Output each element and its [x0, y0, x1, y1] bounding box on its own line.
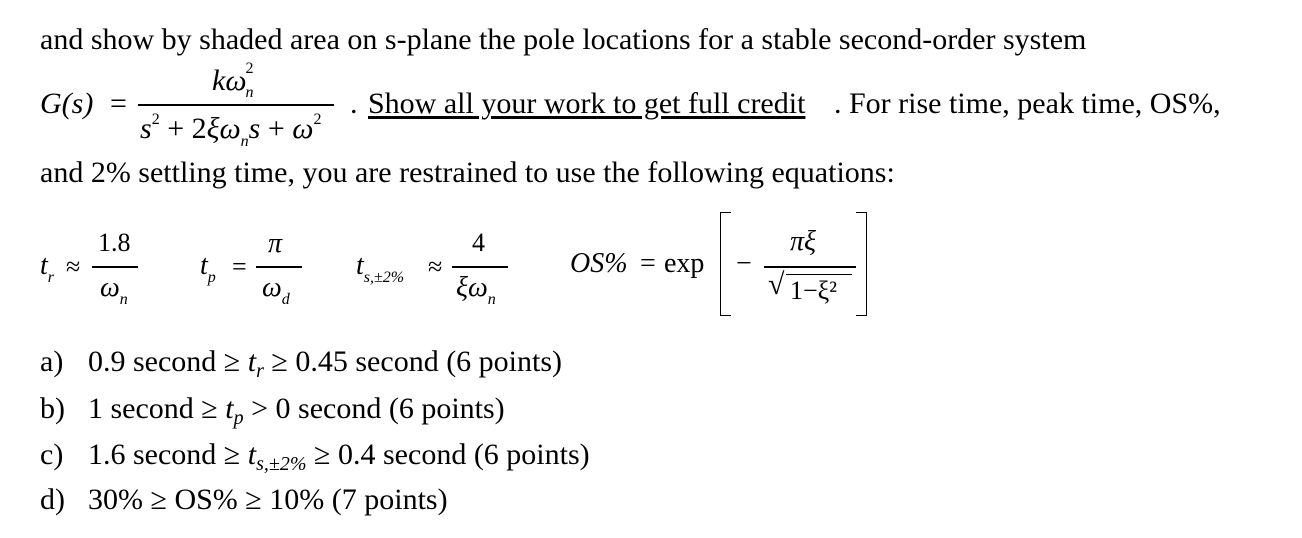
eq-peak-time-num: π: [268, 228, 283, 259]
show-work-note: Show all your work to get full credit: [368, 87, 806, 120]
eq-settling-time-op: ≈: [428, 252, 443, 281]
eq-overshoot-fn: exp: [664, 248, 705, 279]
eq-overshoot-num: πξ: [790, 226, 817, 257]
list-item: d) 30% ≥ OS% ≥ 10% (7 points): [40, 483, 448, 516]
eq-peak-time-den: $\omega_d$: [262, 272, 290, 308]
eq-peak-time-op: =: [232, 252, 247, 281]
transfer-period: .: [350, 87, 358, 120]
eq-rise-time-lhs: $t_r$: [40, 250, 55, 286]
eq-rise-time-den: $\omega_n$: [100, 272, 128, 308]
eq-peak-time-lhs: $t_p$: [200, 250, 216, 286]
intro-line-2-rest: . For rise time, peak time, OS%,: [834, 87, 1221, 120]
eq-settling-time-den: $\xi\omega_n$: [456, 272, 496, 308]
eq-overshoot-left-bracket: [720, 212, 731, 316]
eq-settling-time-num: 4: [472, 228, 485, 257]
list-item: b) 1 second ≥ $t_p > 0$ second (6 points): [40, 392, 505, 429]
transfer-numerator: kω 2 n: [212, 60, 254, 101]
eq-overshoot-op: =: [640, 248, 656, 279]
transfer-denominator: $s^2 + 2\xi\omega_ns + \omega^2$: [140, 111, 322, 150]
eq-overshoot-minus: −: [736, 248, 752, 279]
eq-overshoot-right-bracket: [856, 212, 867, 316]
list-item: a) 0.9 second ≥ $t_r \ge 0.45$ second (6 points): [40, 345, 563, 382]
eq-overshoot-sqrt-overline: [786, 274, 852, 275]
eq-rise-time-num: 1.8: [98, 228, 131, 257]
intro-line-1: and show by shaded area on s-plane the pole locations for a stable second-order system: [40, 23, 1087, 56]
eq-overshoot-lhs: OS%: [570, 248, 628, 279]
eq-rise-time-bar: [92, 266, 138, 268]
eq-rise-time-op: ≈: [66, 252, 81, 281]
eq-settling-time-lhs: $t_{s,\pm 2\%}$: [356, 250, 405, 286]
list-item: c) 1.6 second ≥ $t_{s,\pm 2\%} \ge 0.4$ second (6 points): [40, 438, 590, 475]
transfer-fraction-bar: [138, 104, 334, 106]
eq-overshoot-sqrt-icon: √: [768, 268, 785, 301]
transfer-function-equals: =: [110, 87, 127, 120]
eq-overshoot-den: 1−ξ²: [790, 276, 838, 305]
eq-peak-time-bar: [256, 266, 302, 268]
eq-settling-time-bar: [452, 266, 508, 268]
transfer-function-lhs: G(s): [40, 87, 94, 120]
intro-line-3: and 2% settling time, you are restrained to use the following equations:: [40, 156, 895, 189]
